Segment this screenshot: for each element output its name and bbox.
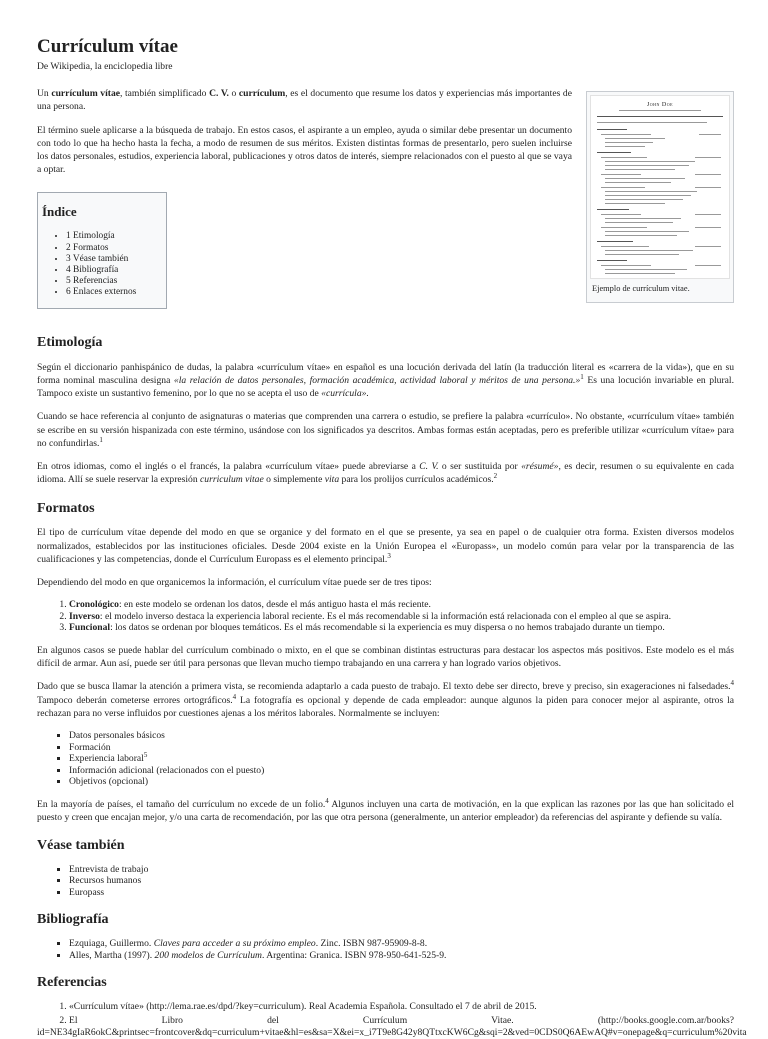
formatos-paragraph-3: En algunos casos se puede hablar del currículum combinado o mixto, en el que se combinan distintas estructuras para destacar los aspectos más positivos. Este modelo es el más difícil de armar. Aun así, puede ser útil para personas que llevan mucho tiempo trabajando en una carrera y han logrado varios objetivos. (37, 644, 734, 670)
list-item: ▪ Información adicional (relacionados con el puesto) (69, 765, 734, 777)
formatos-paragraph-4: Dado que se busca llamar la atención a primera vista, se recomienda adaptarlo a cada puesto de trabajo. El texto debe ser directo, breve y preciso, sin exageraciones ni falsedades.$^4$ Tampoco deberán cometerse errores ortográficos.$^4$ La fotografía es opcional y depende de cada empleador: aunque algunos la piden para conocer mejor al aspirante, otros la rechazan para no verse influidos por cuestiones ajenas a los méritos laborales. Normalmente se incluyen: (37, 679, 734, 719)
toc-item-etimologia[interactable]: • 1 Etimología (66, 231, 154, 242)
section-heading-referencias: Referencias (37, 975, 107, 991)
reference-item[interactable]: 2. El Libro del Currículum Vitae. (http://books.google.com.ar/books? id=NE34gIaR6okC&printsec=frontcover&dq=curriculum+vitae&hl=es&sa=X&ei=x_i7T9e8G42y8QTtxcKW6Cg&sqi=2&ved=0CDS0Q6AEwAQ#v=onepage&q=curriculum%20vita (69, 1015, 734, 1039)
reference-link[interactable]: 5 (143, 750, 148, 759)
reference-link[interactable]: 4 (730, 679, 734, 688)
see-also-link[interactable]: ▪ Entrevista de trabajo (69, 864, 734, 876)
list-item: 1. Cronológico: en este modelo se ordenan los datos, desde el más antiguo hasta el más reciente. (69, 599, 734, 611)
list-item: ▪ Objetivos (opcional) (69, 776, 734, 788)
page-title: Currículum vítae (37, 36, 178, 57)
see-also-link[interactable]: ▪ Recursos humanos (69, 875, 734, 887)
etimologia-paragraph-2: Cuando se hace referencia al conjunto de asignaturas o materias que comprenden una carrera o estudio, se prefiere la palabra «currículo». No obstante, «currículum vítae» también se escribe en su versión hispanizada con este término, usándose con los significados ya descritos. Ambas formas están aceptadas, pero es preferible utilizar «currículum vítae» para no confundirlas.$^1$ (37, 411, 734, 449)
formatos-paragraph-2: Dependiendo del modo en que organicemos la información, el currículum vítae puede ser de tres tipos: (37, 577, 432, 589)
formatos-paragraph-1: El tipo de currículum vítae depende del modo en que se organice y del formato en el que se presente, ya sea en papel o de cualquier otra forma. Existen diversos modelos normalizados, establecidos por las instituciones oficiales. Desde 2004 existe en la Unión Europea el «Europass», un modelo común para velar por la transparencia de las cualificaciones y las competencias, donde el Currículum Europass es el elemento principal.$^3$ (37, 527, 734, 565)
reference-link[interactable]: 1 (99, 435, 103, 444)
term-curriculum-vitae: currículum vítae (51, 88, 121, 100)
term-curriculum: currículum (238, 88, 286, 100)
list-item: ▪ Ezquiaga, Guillermo. Claves para acceder a su próximo empleo. Zinc. ISBN 987-95909-8-8. (69, 938, 734, 950)
intro-paragraph-1: Un currículum vítae, también simplificado C. V. o currículum, es el documento que resume los datos y experiencias más importantes de una persona. (37, 88, 572, 113)
etimologia-paragraph-3: En otros idiomas, como el inglés o el francés, la palabra «currículum vítae» puede abreviarse a C. V. o ser sustituida por «résumé», es decir, resumen o su equivalente en cada idioma. Allí se suele reservar la expresión curriculum vitae o simplemente vita para los prolijos currículos académicos.$^2$ (37, 461, 734, 486)
reference-link[interactable]: 4 (325, 796, 329, 805)
reference-link[interactable]: 3 (387, 551, 391, 560)
list-item: ▪ Alles, Martha (1997). 200 modelos de Currículum. Argentina: Granica. ISBN 978-950-641-525-9. (69, 950, 734, 962)
cv-image-name: John Doe (646, 102, 674, 109)
section-heading-etimologia: Etimología (37, 334, 103, 350)
term-cv: C. V. (209, 88, 229, 100)
cv-example-image[interactable] (590, 95, 730, 279)
section-heading-formatos: Formatos (37, 500, 95, 516)
site-tagline: De Wikipedia, la enciclopedia libre (37, 60, 173, 72)
see-also-list (37, 864, 734, 899)
toc-title: Índice (42, 204, 77, 220)
toc-item-vease-tambien[interactable]: • 3 Véase también (66, 254, 154, 265)
etimologia-paragraph-1: Según el diccionario panhispánico de dudas, la palabra «currículum vítae» en español es una locución derivada del latín (la traducción literal es «carrera de la vida»), que en su forma nominal masculina designa «la relación de datos personales, formación académica, actividad laboral y méritos de una persona.»$^1$ Es una locución invariable en plural. Tampoco existe un sustantivo femenino, por lo que no se acepta el uso de «currícula». (37, 361, 734, 400)
see-also-link[interactable]: ▪ Europass (69, 887, 734, 899)
section-heading-bibliografia: Bibliografía (37, 912, 109, 928)
reference-link[interactable]: 2 (493, 472, 498, 481)
bibliography-list (37, 938, 734, 961)
cv-includes-list (37, 730, 734, 788)
intro-paragraph-2: El término suele aplicarse a la búsqueda de trabajo. En estos casos, el aspirante a un empleo, ayuda o similar debe presentar un documento con todo lo que ha hecho hasta la fecha, a modo de resumen de sus méritos. Existen distintas formas de presentarlo, pero suelen incluirse los datos personales, estudios, experiencia laboral, publicaciones y otros datos de interés, siempre relacionados con el puesto al que se vaya a optar. (37, 124, 572, 176)
reference-item[interactable]: 1. «Currículum vítae» (http://lema.rae.es/dpd/?key=curriculum). Real Academia Española. Consultado el 7 de abril de 2015. (69, 1001, 734, 1013)
list-item: 3. Funcional: los datos se ordenan por bloques temáticos. Es el más recomendable si la experiencia es muy dispersa o no hemos trabajado durante un tiempo. (69, 622, 734, 634)
reference-link[interactable]: 4 (232, 692, 237, 701)
formatos-paragraph-5: En la mayoría de países, el tamaño del currículum no excede de un folio.$^4$ Algunos incluyen una carta de motivación, en la que explican las razones por las que han solicitado el puesto y creen que encajan mejor, y/o una carta de recomendación, por las que otra persona (generalmente, un anterior empleador) da referencias del aspirante y defiende su valía. (37, 796, 734, 823)
toc-item-enlaces-externos[interactable]: • 6 Enlaces externos (66, 287, 154, 298)
list-item: ▪ Datos personales básicos (69, 730, 734, 742)
section-heading-vease-tambien: Véase también (37, 838, 125, 854)
cv-thumbnail-caption: Ejemplo de currículum vitae. (592, 284, 690, 294)
toc-item-referencias[interactable]: • 5 Referencias (66, 276, 154, 287)
toc-item-bibliografia[interactable]: • 4 Bibliografía (66, 265, 154, 276)
references-list (37, 1000, 747, 1039)
cv-thumbnail (586, 91, 734, 303)
list-item: ▪ Experiencia laboral$^5$ (69, 753, 734, 765)
cv-types-list (37, 599, 734, 634)
reference-link[interactable]: 1 (580, 372, 584, 381)
toc-item-formatos[interactable]: • 2 Formatos (66, 243, 154, 254)
list-item: 2. Inverso: el modelo inverso destaca la experiencia laboral reciente. Es el más recomendable si la información está relacionada con el empleo al que se aspira. (69, 611, 734, 623)
list-item: ▪ Formación (69, 742, 734, 754)
table-of-contents (37, 192, 167, 309)
